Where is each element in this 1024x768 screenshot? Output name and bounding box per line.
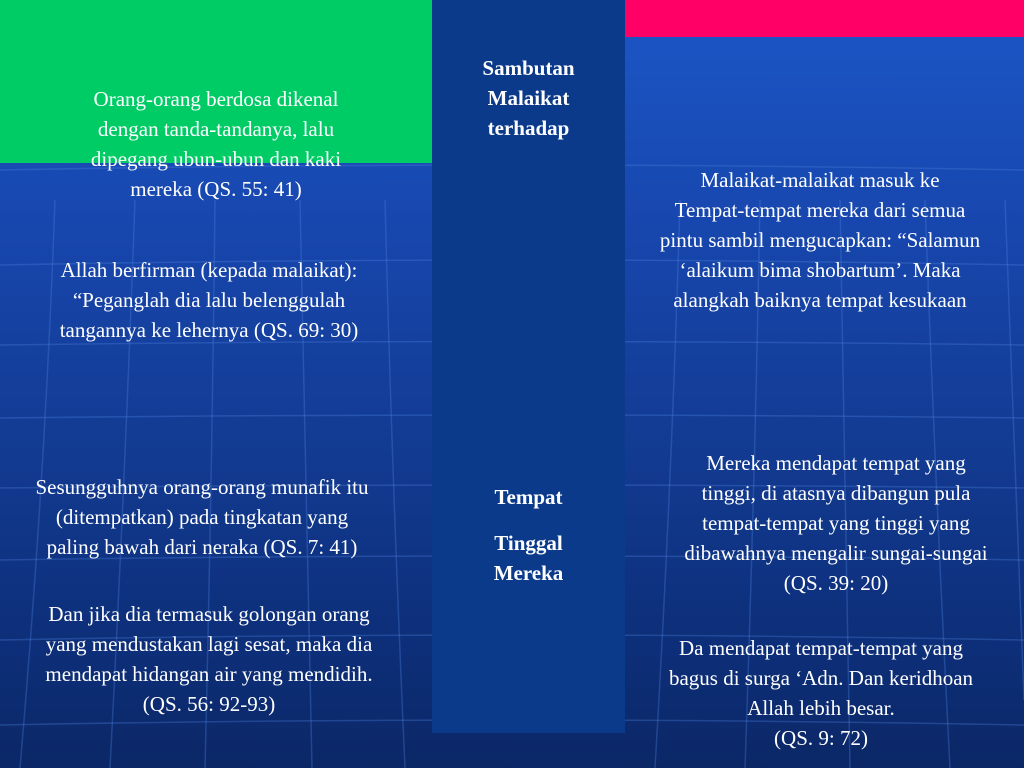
text-line: bagus di surga ‘Adn. Dan keridhoan	[668, 666, 974, 690]
text-line: (QS. 39: 20)	[783, 571, 889, 595]
heading-line: Malaikat	[487, 86, 570, 110]
text-line: “Peganglah dia lalu belenggulah	[72, 288, 346, 312]
heading-line: Mereka	[493, 561, 564, 585]
text-line: (QS. 56: 92-93)	[142, 692, 276, 716]
center-heading-top	[432, 53, 625, 143]
text-line: alangkah baiknya tempat kesukaan	[673, 288, 967, 312]
text-line: mereka (QS. 55: 41)	[130, 177, 302, 201]
heading-line: Sambutan	[482, 56, 575, 80]
text-line: (QS. 9: 72)	[774, 726, 868, 750]
text-line: paling bawah dari neraka (QS. 7: 41)	[46, 535, 358, 559]
text-line: mendapat hidangan air yang mendidih.	[45, 662, 373, 686]
text-line: tinggi, di atasnya dibangun pula	[701, 481, 971, 505]
left-text-block-1	[0, 84, 432, 204]
text-line: Da mendapat tempat-tempat yang	[679, 636, 963, 660]
heading-line: Tinggal	[494, 531, 563, 555]
text-line: tangannya ke lehernya (QS. 69: 30)	[59, 318, 359, 342]
text-line: Allah lebih besar.	[747, 696, 895, 720]
text-line: dibawahnya mengalir sungai-sungai	[684, 541, 988, 565]
text-line: tempat-tempat yang tinggi yang	[702, 511, 970, 535]
text-line: Malaikat-malaikat masuk ke	[700, 168, 940, 192]
text-line: dipegang ubun-ubun dan kaki	[90, 147, 342, 171]
text-line: (ditempatkan) pada tingkatan yang	[55, 505, 349, 529]
text-line: ‘alaikum bima shobartum’. Maka	[679, 258, 961, 282]
text-line: Orang-orang berdosa dikenal	[93, 87, 339, 111]
right-text-block-3	[625, 633, 1017, 753]
center-heading-bottom	[432, 482, 625, 588]
left-text-block-3	[0, 472, 404, 562]
heading-line: terhadap	[487, 116, 570, 140]
text-line: pintu sambil mengucapkan: “Salamun	[659, 228, 981, 252]
heading-line: Tempat	[494, 485, 563, 509]
text-line: Sesungguhnya orang-orang munafik itu	[35, 475, 369, 499]
text-line: Mereka mendapat tempat yang	[706, 451, 966, 475]
text-line: Tempat-tempat mereka dari semua	[674, 198, 966, 222]
pink-accent-block	[625, 0, 1024, 37]
text-line: dengan tanda-tandanya, lalu	[97, 117, 335, 141]
text-line: Dan jika dia termasuk golongan orang	[48, 602, 370, 626]
left-text-block-2	[0, 255, 418, 345]
right-text-block-2	[648, 448, 1024, 598]
right-text-block-1	[625, 165, 1015, 315]
left-text-block-4	[0, 599, 418, 719]
text-line: yang mendustakan lagi sesat, maka dia	[45, 632, 373, 656]
text-line: Allah berfirman (kepada malaikat):	[60, 258, 358, 282]
